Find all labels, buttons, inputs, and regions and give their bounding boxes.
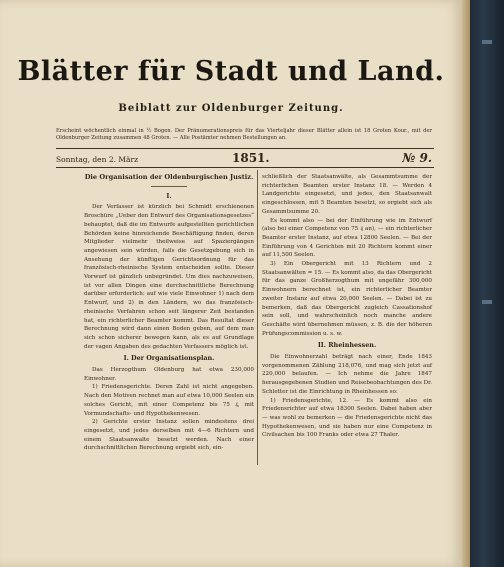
masthead-title: Blätter für Stadt und Land.	[17, 56, 445, 87]
article-paragraph: Das Herzogthum Oldenburg hat etwa 230,000 Einwohner.	[84, 367, 254, 382]
subscription-notice: Erscheint wöchentlich einmal in ½ Bogen. Der Pränumerationspreis für das Vierteljahr dieser Blätter allein ist 18 Groten Kour., mit der Oldenburger Zeitung zusammen 48 Groten. — Alle Postämter nehmen Bestellungen an.	[56, 128, 432, 141]
issue-number: № 9.	[402, 151, 432, 165]
heading-divider	[151, 186, 187, 187]
article-paragraph: 1) Friedensgerichte, 12. — Es kommt also ein Friedensrichter auf etwa 18300 Seelen. Dabei haben aber — was wohl zu bemerken — die Friedensgerichte nicht das Hypothekenwesen, und sie haben nur eine Competenz in Civilsachen bis 100 Franks oder etwa 27 Thaler.	[262, 397, 432, 439]
bottom-rule	[56, 167, 434, 168]
section-number: I.	[166, 191, 172, 200]
right-column	[262, 173, 432, 440]
dateline	[56, 151, 434, 165]
article-heading: Die Organisation der Oldenburgischen Justiz.	[84, 173, 254, 181]
binding-mark	[482, 40, 492, 44]
binding-mark	[482, 300, 492, 304]
article-paragraph: Die Einwohnerzahl beträgt nach einer, Ende 1843 vorgenommenen Zählung 218,076, und mag sich jetzt auf 220,000 belaufen. — Ich nehme die Jahre 1847 herausgegebenen Studien und Reisebeobachtungen des Dr. Schletter ist die Einrichtung in Rheinhessen so:	[262, 354, 432, 395]
issue-year: 1851.	[232, 151, 270, 165]
left-column	[84, 173, 254, 453]
masthead-subtitle: Beiblatt zur Oldenburger Zeitung.	[118, 103, 344, 114]
top-rule	[56, 148, 434, 149]
article-paragraph: Es kommt also — bei der Einführung wie im Entwurf (also bei einer Competenz von 75 ₰ an), — ein richterlicher Beamter erster Instanz, auf etwa 12800 Seelen. — Bei der Einführung von 4 Gerichten mit 20 Richtern kommt einer auf 11,500 Seelen.	[262, 217, 432, 259]
article-paragraph: 1) Friedensgerichte. Deren Zahl ist nicht angegeben. Nach den Motiven rechnet man auf etwa 10,000 Seelen ein solches Gericht, mit einer Competenz bis 75 ₰, mit Vormundschafts- und Hypothekenwesen.	[84, 384, 254, 417]
article-paragraph: 2) Gerichte erster Instanz sollen mindestens drei eingesetzt, und jedes derselben mit 4—6 Richtern und einem Staatsanwalte besetzt werden. Nach einer durchschnittlichen Berechnung ergiebt sich, ein-	[84, 419, 254, 452]
article-paragraph: schließlich der Staatsanwälte, als Gesammtsumme der richterlichen Beamten erster Instanz 18. — Werden 4 Landgerichte eingesetzt, und jedes, den Staatsanwalt eingeschlossen, mit 5 Beamten besetzt, so ergiebt sich als Gesammtsumme 20.	[262, 174, 432, 215]
article-paragraph: 3) Ein Obergericht mit 13 Richtern und 2 Staatsanwälten = 15. — Es kommt also, da das Obergericht für das ganze Großherzogthum mit ungefähr 300,000 Einwohnern berechnet ist, ein richterlicher Beamter zweiter Instanz auf etwa 20,000 Seelen. — Dabei ist zu bemerken, daß das Obergericht zugleich Cassationshof sein soll, und wahrscheinlich noch manche andere Geschäfte wird übernehmen müssen, z. B. die der höheren Prüfungscommission u. s. w.	[262, 261, 432, 337]
article-paragraph: Der Verfasser ist kürzlich bei Schmidt erschienenen Broschüre „Ueber den Entwurf des Organisationsgesetzes“ behauptet, daß die im Entwurfe aufgestellten gerichtlichen Behörden keine hinreichende Beschäftigung finden, deren Mitglieder vielmehr theilweise auf Spaziergängen angewiesen sein würden, falls die Gesetzgebung sich in Ansehung der künftigen Gerichtsordnung für das französisch-rheinische System entscheiden sollte. Dieser Vorwurf ist gänzlich unbegründet. Um dies nachzuweisen, ist vor allen Dingen eine durchschnittliche Berechnung darüber erforderlich: auf wie viele Einwohner 1) nach dem Entwurf, und 2) in den Ländern, wo das französisch-rheinische Verfahren schon seit längerer Zeit bestanden hat, ein richterlicher Beamter kommt. Das Resultat dieser Berechnung wird dann einen Boden geben, auf dem man sich schon sicherer bewegen kann, als es auf Grundlage der vagen Angaben des gedachten Verfassers möglich ist.	[84, 204, 254, 350]
section-subheading: I. Der Organisationsplan.	[123, 354, 215, 363]
section-subheading: II. Rheinhessen.	[317, 341, 377, 350]
column-divider	[257, 170, 258, 465]
book-binding	[470, 0, 504, 567]
issue-date: Sonntag, den 2. März	[56, 155, 139, 164]
page-edge	[462, 0, 470, 567]
